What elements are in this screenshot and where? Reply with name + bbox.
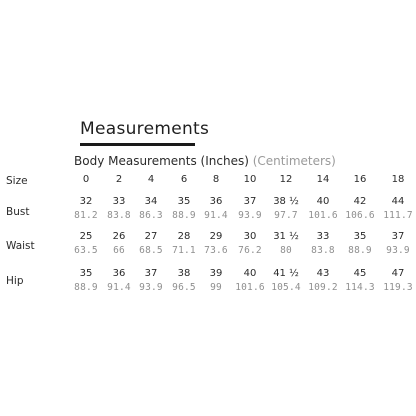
hip-inches-value: 35 [79, 268, 93, 279]
bust-cm-value: 111.7 [383, 210, 413, 221]
waist-inches-value: 37 [391, 231, 405, 242]
bust-inches-value: 44 [391, 196, 405, 207]
waist-cm-value: 76.2 [238, 245, 262, 256]
bust-cm-value: 86.3 [139, 210, 163, 221]
subtitle-centimeters: (Centimeters) [252, 154, 336, 168]
size-value: 10 [243, 174, 257, 185]
size-value: 16 [353, 174, 367, 185]
bust-cm-value: 88.9 [172, 210, 196, 221]
waist-cm-value: 66 [113, 245, 125, 256]
bust-cm-value: 83.8 [107, 210, 131, 221]
waist-inches-value: 35 [353, 231, 367, 242]
bust-cm-value: 93.9 [238, 210, 262, 221]
hip-cm-value: 91.4 [107, 282, 131, 293]
waist-inches-value: 33 [316, 231, 330, 242]
waist-inches-value: 28 [177, 231, 191, 242]
waist-cm-value: 73.6 [204, 245, 228, 256]
size-value: 0 [82, 174, 90, 185]
size-value: 18 [391, 174, 405, 185]
waist-cm-value: 80 [280, 245, 292, 256]
size-value: 14 [316, 174, 330, 185]
bust-inches-value: 33 [112, 196, 126, 207]
hip-inches-value: 37 [144, 268, 158, 279]
bust-cm-value: 81.2 [74, 210, 98, 221]
size-value: 6 [180, 174, 188, 185]
hip-inches-value: 45 [353, 268, 367, 279]
page-title: Measurements [80, 119, 210, 139]
size-value: 12 [279, 174, 293, 185]
waist-cm-value: 83.8 [311, 245, 335, 256]
bust-inches-value: 32 [79, 196, 93, 207]
waist-inches-value: 25 [79, 231, 93, 242]
hip-inches-value: 39 [209, 268, 223, 279]
waist-cm-value: 88.9 [348, 245, 372, 256]
hip-inches-value: 41 ½ [273, 268, 299, 279]
hip-cm-value: 88.9 [74, 282, 98, 293]
bust-inches-value: 42 [353, 196, 367, 207]
waist-inches-value: 31 ½ [273, 231, 299, 242]
row-label-bust: Bust [6, 206, 30, 218]
hip-inches-value: 47 [391, 268, 405, 279]
hip-inches-value: 36 [112, 268, 126, 279]
bust-cm-value: 91.4 [204, 210, 228, 221]
hip-inches-value: 40 [243, 268, 257, 279]
subtitle-inches: Body Measurements (Inches) [74, 154, 249, 168]
waist-cm-value: 63.5 [74, 245, 98, 256]
bust-cm-value: 106.6 [345, 210, 375, 221]
hip-cm-value: 105.4 [271, 282, 301, 293]
hip-inches-value: 38 [177, 268, 191, 279]
hip-cm-value: 96.5 [172, 282, 196, 293]
hip-cm-value: 93.9 [139, 282, 163, 293]
bust-cm-value: 101.6 [308, 210, 338, 221]
bust-inches-value: 36 [209, 196, 223, 207]
waist-inches-value: 27 [144, 231, 158, 242]
hip-cm-value: 99 [210, 282, 222, 293]
row-label-size: Size [6, 175, 28, 187]
hip-cm-value: 101.6 [235, 282, 265, 293]
bust-inches-value: 34 [144, 196, 158, 207]
waist-cm-value: 71.1 [172, 245, 196, 256]
hip-cm-value: 119.3 [383, 282, 413, 293]
row-label-waist: Waist [6, 240, 35, 252]
waist-cm-value: 68.5 [139, 245, 163, 256]
row-label-hip: Hip [6, 275, 24, 287]
bust-inches-value: 35 [177, 196, 191, 207]
hip-inches-value: 43 [316, 268, 330, 279]
bust-inches-value: 37 [243, 196, 257, 207]
bust-inches-value: 38 ½ [273, 196, 299, 207]
waist-inches-value: 29 [209, 231, 223, 242]
bust-inches-value: 40 [316, 196, 330, 207]
size-value: 4 [147, 174, 155, 185]
size-value: 8 [212, 174, 220, 185]
hip-cm-value: 109.2 [308, 282, 338, 293]
hip-cm-value: 114.3 [345, 282, 375, 293]
waist-cm-value: 93.9 [386, 245, 410, 256]
waist-inches-value: 26 [112, 231, 126, 242]
waist-inches-value: 30 [243, 231, 257, 242]
bust-cm-value: 97.7 [274, 210, 298, 221]
size-value: 2 [115, 174, 123, 185]
